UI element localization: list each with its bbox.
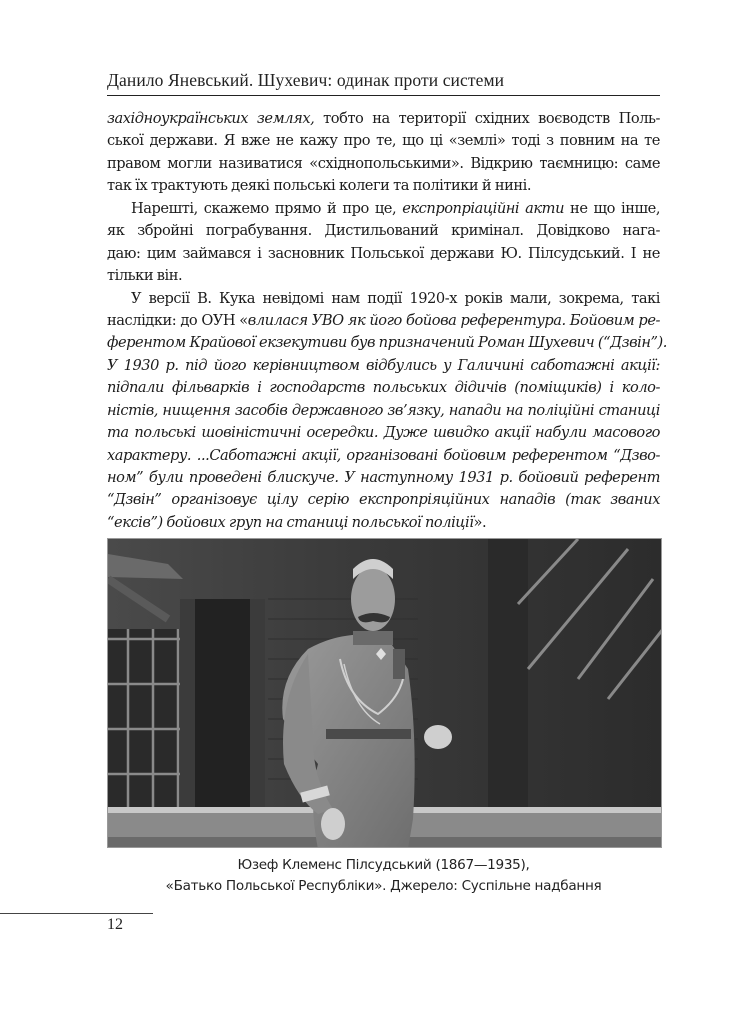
italic-quote-fragment: “Дзвін” організовує цілу серію експропріяційних нападів (так званих (107, 491, 660, 509)
text-line (107, 445, 660, 467)
figure-caption (107, 855, 660, 897)
text-line (107, 422, 660, 444)
text-fragment: так їх трактують деякі польські колеги та політики й нині. (107, 177, 532, 195)
italic-quote-fragment: ном” були проведені блискуче. У наступному 1931 р. бойовий референт (107, 469, 660, 486)
text-fragment: Нарешті, скажемо прямо й про це, (131, 199, 403, 217)
text-line (107, 130, 660, 152)
text-line (107, 288, 660, 310)
text-fragment: наслідки: до ОУН « (107, 311, 248, 329)
text-line (107, 243, 660, 265)
text-fragment: ської держави. Я вже не кажу про те, що ці «землі» тоді з повним на те (107, 132, 660, 150)
running-head: Данило Яневський. Шухевич: одинак проти системи (107, 70, 505, 90)
text-line (107, 153, 660, 175)
italic-quote-fragment: влилася УВО як його бойова референтура. Бойовим ре- (247, 311, 660, 329)
text-line (107, 512, 660, 534)
footer-rule (0, 913, 153, 914)
text-line (107, 175, 660, 197)
text-line (107, 310, 660, 332)
italic-quote-fragment: ністів, нищення засобів державного зв’язку, напади на поліційні станиці (107, 401, 660, 419)
photo-illustration (108, 539, 662, 848)
italic-quote-fragment: та польські шовіністичні осередки. Дуже швидко акції набули масового (107, 424, 660, 442)
text-line (107, 377, 660, 399)
page-number: 12 (107, 916, 123, 933)
italic-quote-fragment: підпали фільварків і господарств польських дідичів (поміщиків) і коло- (107, 379, 660, 397)
portrait-photo (107, 538, 662, 848)
text-line (107, 265, 660, 287)
text-fragment: тільки він. (107, 267, 183, 285)
text-fragment: У версії В. Кука невідомі нам події 1920-х років мали, зокрема, такі (131, 289, 660, 307)
text-line (107, 355, 660, 377)
text-fragment: ». (473, 513, 487, 531)
text-fragment: правом могли називатися «східнопольськими». Відкрию таємницю: саме (107, 154, 660, 172)
body-text (107, 108, 667, 534)
text-line (107, 332, 667, 354)
text-line (107, 400, 660, 422)
italic-quote-fragment: експропріаційні акти (402, 199, 565, 217)
caption-line-2: «Батько Польської Республіки». Джерело: Суспільне надбання (165, 878, 602, 894)
text-fragment: як збройні пограбування. Дистильований кримінал. Довідково нага- (107, 222, 660, 240)
italic-quote-fragment: “ексів”) бойових груп на станиці польської поліції (107, 513, 474, 531)
header-rule (107, 95, 660, 96)
text-line (107, 108, 660, 130)
text-line (107, 467, 660, 489)
caption-line-1: Юзеф Клеменс Пілсудський (1867—1935), (237, 857, 530, 873)
italic-quote-fragment: У 1930 р. під його керівництвом відбулись у Галичині саботажні акції: (107, 356, 660, 374)
italic-quote-fragment: західноукраїнських землях, (107, 110, 315, 127)
text-line (107, 198, 660, 220)
italic-quote-fragment: ферентом Крайової екзекутиви був призначений Роман Шухевич (“Дзвін”). (107, 334, 667, 352)
text-line (107, 489, 660, 511)
italic-quote-fragment: характеру. ...Саботажні акції, організовані бойовим референтом “Дзво- (107, 446, 660, 464)
text-fragment: не що інше, (564, 199, 661, 217)
text-line (107, 220, 660, 242)
text-fragment: даю: цим займався і засновник Польської держави Ю. Пілсудський. І не (107, 244, 660, 262)
text-fragment: тобто на території східних воєводств Поль- (314, 110, 660, 127)
